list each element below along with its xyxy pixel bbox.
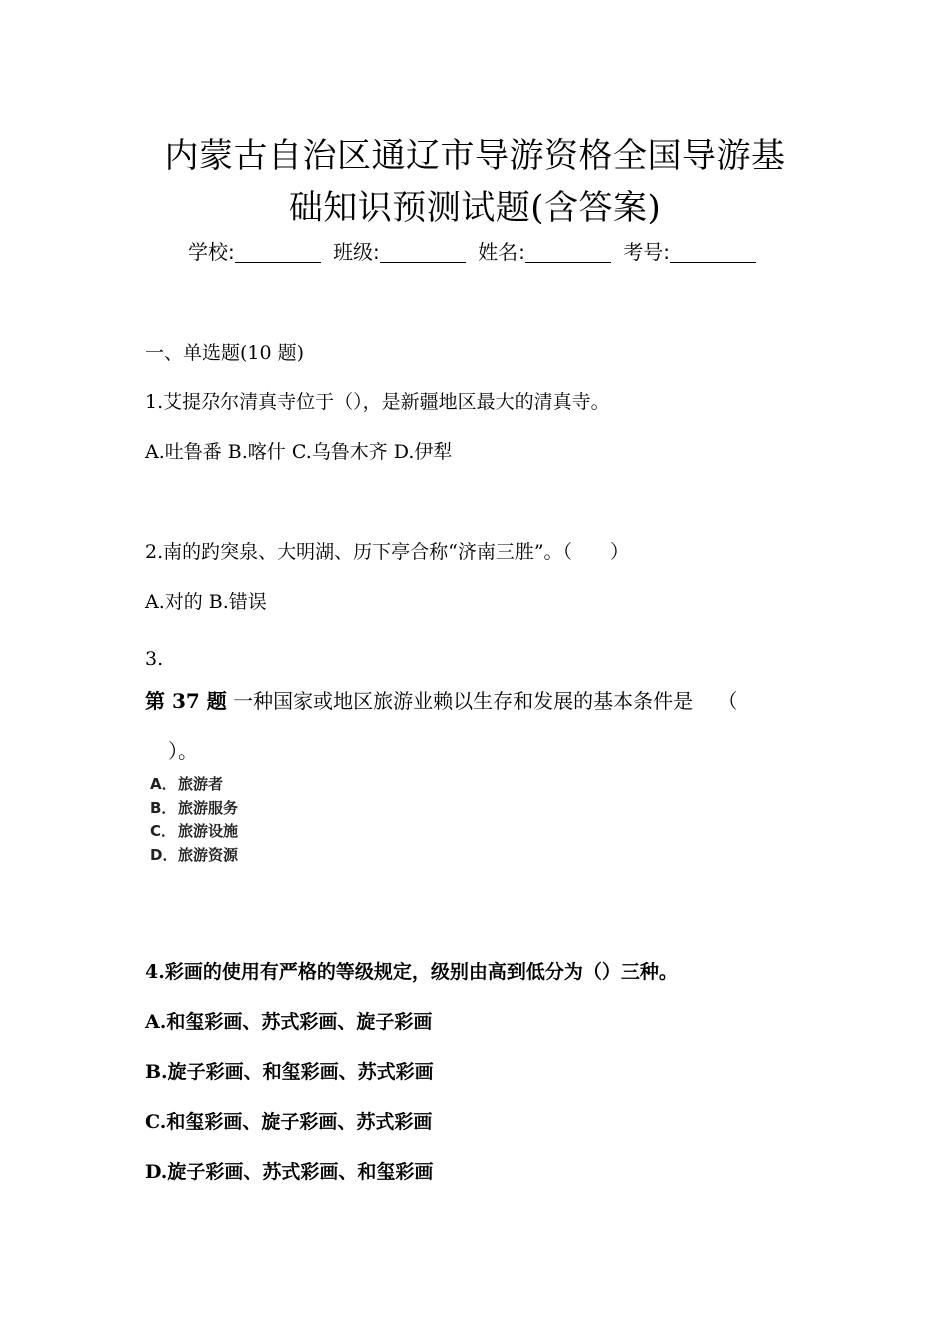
school-blank [235, 242, 321, 263]
question-1-stem: 1.艾提尕尔清真寺位于（），是新疆地区最大的清真寺。 [145, 391, 610, 413]
student-info-row [0, 236, 950, 265]
exam-number-label: 考号: [623, 240, 671, 264]
option-key: C． [150, 822, 177, 840]
exam-number-blank [670, 242, 756, 263]
question-4-option-b: B.旋子彩画、和玺彩画、苏式彩画 [145, 1061, 434, 1083]
question-2-options: A.对的 B.错误 [145, 591, 267, 613]
question-3-number: 3. [145, 648, 164, 670]
class-label: 班级: [333, 240, 380, 264]
question-4-stem: 4.彩画的使用有严格的等级规定，级别由高到低分为（）三种。 [145, 961, 678, 983]
question-3-option-b [150, 797, 238, 818]
question-4-option-d: D.旋子彩画、苏式彩画、和玺彩画 [145, 1161, 434, 1183]
document-title-line-2: 础知识预测试题(含答案) [288, 188, 662, 228]
question-3-option-a [150, 773, 223, 794]
document-title-line-1: 内蒙古自治区通辽市导游资格全国导游基 [164, 136, 786, 176]
name-label: 姓名: [478, 240, 525, 264]
question-2-stem: 2.南的趵突泉、大明湖、历下亭合称“济南三胜”。（ ） [145, 541, 630, 563]
option-text: 旅游服务 [178, 799, 239, 817]
option-key: B． [150, 799, 177, 817]
question-1-options: A.吐鲁番 B.喀什 C.乌鲁木齐 D.伊犁 [145, 441, 453, 463]
option-key: D． [150, 846, 178, 864]
question-3-paren-open: （ [717, 689, 738, 713]
question-4-option-c: C.和玺彩画、旋子彩画、苏式彩画 [145, 1111, 433, 1133]
question-3-prefix: 第 37 题 [145, 689, 227, 713]
option-text: 旅游资源 [178, 846, 239, 864]
school-label: 学校: [187, 240, 235, 264]
question-3-option-c [150, 820, 238, 841]
question-4-option-a: A.和玺彩画、苏式彩画、旋子彩画 [145, 1011, 433, 1033]
question-3-option-d [150, 844, 238, 865]
option-key: A． [150, 775, 177, 793]
question-3-stem-line [145, 685, 737, 714]
option-text: 旅游设施 [178, 822, 239, 840]
section-heading: 一、单选题(10 题) [145, 342, 305, 364]
question-3-stem: 一种国家或地区旅游业赖以生存和发展的基本条件是 [233, 689, 694, 713]
option-text: 旅游者 [178, 775, 224, 793]
class-blank [380, 242, 466, 263]
name-blank [525, 242, 611, 263]
question-3-paren-close: ）。 [168, 739, 198, 763]
